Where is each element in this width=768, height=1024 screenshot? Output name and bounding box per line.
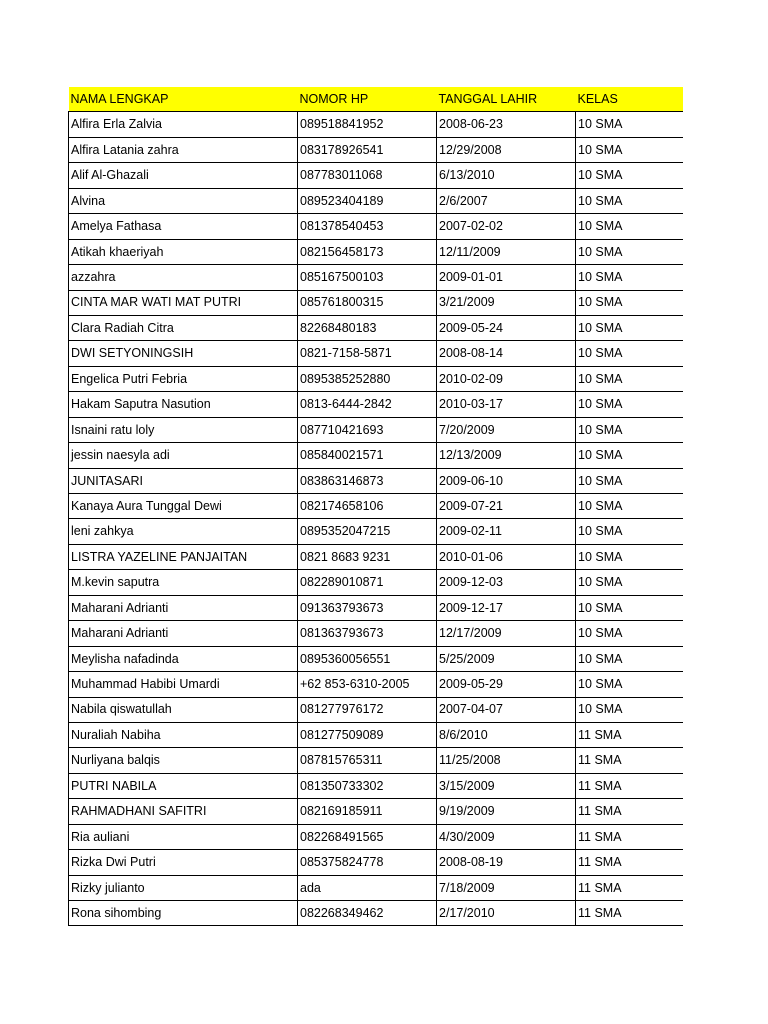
phone-cell: 087815765311 xyxy=(298,748,437,773)
birthdate-cell: 2007-02-02 xyxy=(437,214,576,239)
class-cell: 11 SMA xyxy=(576,799,683,824)
phone-cell: 082268349462 xyxy=(298,901,437,926)
name-cell: M.kevin saputra xyxy=(69,570,298,595)
name-cell: LISTRA YAZELINE PANJAITAN xyxy=(69,544,298,569)
name-cell: Clara Radiah Citra xyxy=(69,315,298,340)
phone-cell: 083178926541 xyxy=(298,137,437,162)
birthdate-cell: 12/11/2009 xyxy=(437,239,576,264)
table-row xyxy=(69,137,683,162)
table-row xyxy=(69,265,683,290)
phone-cell: +62 853-6310-2005 xyxy=(298,672,437,697)
class-cell: 11 SMA xyxy=(576,850,683,875)
phone-cell: 091363793673 xyxy=(298,595,437,620)
class-cell: 10 SMA xyxy=(576,290,683,315)
class-cell: 10 SMA xyxy=(576,646,683,671)
birthdate-cell: 6/13/2010 xyxy=(437,163,576,188)
table-row xyxy=(69,188,683,213)
table-row xyxy=(69,748,683,773)
phone-cell: 085167500103 xyxy=(298,265,437,290)
phone-cell: 081350733302 xyxy=(298,773,437,798)
birthdate-cell: 7/18/2009 xyxy=(437,875,576,900)
name-cell: Muhammad Habibi Umardi xyxy=(69,672,298,697)
class-cell: 10 SMA xyxy=(576,188,683,213)
name-cell: Nurliyana balqis xyxy=(69,748,298,773)
name-cell: leni zahkya xyxy=(69,519,298,544)
header-nama-lengkap: NAMA LENGKAP xyxy=(69,87,298,112)
name-cell: Hakam Saputra Nasution xyxy=(69,392,298,417)
class-cell: 10 SMA xyxy=(576,417,683,442)
table-row xyxy=(69,315,683,340)
table-row xyxy=(69,163,683,188)
class-cell: 10 SMA xyxy=(576,341,683,366)
table-row xyxy=(69,468,683,493)
class-cell: 10 SMA xyxy=(576,494,683,519)
class-cell: 10 SMA xyxy=(576,315,683,340)
name-cell: Rizka Dwi Putri xyxy=(69,850,298,875)
phone-cell: ada xyxy=(298,875,437,900)
class-cell: 10 SMA xyxy=(576,163,683,188)
table-row xyxy=(69,366,683,391)
class-cell: 10 SMA xyxy=(576,239,683,264)
name-cell: DWI SETYONINGSIH xyxy=(69,341,298,366)
phone-cell: 087710421693 xyxy=(298,417,437,442)
name-cell: jessin naesyla adi xyxy=(69,443,298,468)
name-cell: Nabila qiswatullah xyxy=(69,697,298,722)
phone-cell: 081378540453 xyxy=(298,214,437,239)
class-cell: 10 SMA xyxy=(576,468,683,493)
header-row xyxy=(69,87,683,112)
name-cell: Meylisha nafadinda xyxy=(69,646,298,671)
birthdate-cell: 2/6/2007 xyxy=(437,188,576,213)
class-cell: 11 SMA xyxy=(576,875,683,900)
birthdate-cell: 2009-06-10 xyxy=(437,468,576,493)
birthdate-cell: 2010-03-17 xyxy=(437,392,576,417)
table-row xyxy=(69,214,683,239)
header-nomor-hp: NOMOR HP xyxy=(298,87,437,112)
phone-cell: 082289010871 xyxy=(298,570,437,595)
class-cell: 10 SMA xyxy=(576,544,683,569)
class-cell: 10 SMA xyxy=(576,265,683,290)
name-cell: Alfira Latania zahra xyxy=(69,137,298,162)
name-cell: Alfira Erla Zalvia xyxy=(69,112,298,137)
table-row xyxy=(69,672,683,697)
class-cell: 11 SMA xyxy=(576,773,683,798)
birthdate-cell: 8/6/2010 xyxy=(437,722,576,747)
class-cell: 11 SMA xyxy=(576,901,683,926)
table-row xyxy=(69,773,683,798)
table-row xyxy=(69,112,683,137)
class-cell: 10 SMA xyxy=(576,570,683,595)
birthdate-cell: 2007-04-07 xyxy=(437,697,576,722)
birthdate-cell: 2008-08-14 xyxy=(437,341,576,366)
class-cell: 10 SMA xyxy=(576,392,683,417)
phone-cell: 082268491565 xyxy=(298,824,437,849)
birthdate-cell: 2009-05-24 xyxy=(437,315,576,340)
name-cell: azzahra xyxy=(69,265,298,290)
phone-cell: 089523404189 xyxy=(298,188,437,213)
table-row xyxy=(69,799,683,824)
class-cell: 10 SMA xyxy=(576,214,683,239)
class-cell: 10 SMA xyxy=(576,621,683,646)
table-row xyxy=(69,901,683,926)
table-row xyxy=(69,570,683,595)
phone-cell: 0821-7158-5871 xyxy=(298,341,437,366)
birthdate-cell: 12/29/2008 xyxy=(437,137,576,162)
table-row xyxy=(69,875,683,900)
table-row xyxy=(69,519,683,544)
table-row xyxy=(69,595,683,620)
birthdate-cell: 2010-01-06 xyxy=(437,544,576,569)
class-cell: 10 SMA xyxy=(576,697,683,722)
table-row xyxy=(69,824,683,849)
birthdate-cell: 2009-07-21 xyxy=(437,494,576,519)
name-cell: Alvina xyxy=(69,188,298,213)
name-cell: Isnaini ratu loly xyxy=(69,417,298,442)
header-kelas: KELAS xyxy=(576,87,683,112)
table-row xyxy=(69,544,683,569)
class-cell: 10 SMA xyxy=(576,366,683,391)
table-row xyxy=(69,494,683,519)
phone-cell: 081277976172 xyxy=(298,697,437,722)
name-cell: Maharani Adrianti xyxy=(69,595,298,620)
birthdate-cell: 2/17/2010 xyxy=(437,901,576,926)
name-cell: Rizky julianto xyxy=(69,875,298,900)
class-cell: 11 SMA xyxy=(576,748,683,773)
birthdate-cell: 2009-05-29 xyxy=(437,672,576,697)
class-cell: 10 SMA xyxy=(576,112,683,137)
birthdate-cell: 2008-08-19 xyxy=(437,850,576,875)
phone-cell: 082174658106 xyxy=(298,494,437,519)
birthdate-cell: 2009-12-17 xyxy=(437,595,576,620)
phone-cell: 082156458173 xyxy=(298,239,437,264)
name-cell: Maharani Adrianti xyxy=(69,621,298,646)
phone-cell: 085840021571 xyxy=(298,443,437,468)
phone-cell: 089518841952 xyxy=(298,112,437,137)
phone-cell: 083863146873 xyxy=(298,468,437,493)
class-cell: 10 SMA xyxy=(576,595,683,620)
name-cell: Kanaya Aura Tunggal Dewi xyxy=(69,494,298,519)
phone-cell: 0821 8683 9231 xyxy=(298,544,437,569)
name-cell: Amelya Fathasa xyxy=(69,214,298,239)
table-row xyxy=(69,850,683,875)
name-cell: PUTRI NABILA xyxy=(69,773,298,798)
table-row xyxy=(69,341,683,366)
birthdate-cell: 12/13/2009 xyxy=(437,443,576,468)
table-row xyxy=(69,290,683,315)
birthdate-cell: 5/25/2009 xyxy=(437,646,576,671)
phone-cell: 0813-6444-2842 xyxy=(298,392,437,417)
name-cell: Rona sihombing xyxy=(69,901,298,926)
phone-cell: 081277509089 xyxy=(298,722,437,747)
name-cell: RAHMADHANI SAFITRI xyxy=(69,799,298,824)
table-row xyxy=(69,417,683,442)
phone-cell: 085761800315 xyxy=(298,290,437,315)
table-row xyxy=(69,722,683,747)
birthdate-cell: 4/30/2009 xyxy=(437,824,576,849)
phone-cell: 0895360056551 xyxy=(298,646,437,671)
name-cell: Nuraliah Nabiha xyxy=(69,722,298,747)
birthdate-cell: 2009-02-11 xyxy=(437,519,576,544)
class-cell: 11 SMA xyxy=(576,824,683,849)
name-cell: CINTA MAR WATI MAT PUTRI xyxy=(69,290,298,315)
phone-cell: 085375824778 xyxy=(298,850,437,875)
class-cell: 10 SMA xyxy=(576,672,683,697)
phone-cell: 081363793673 xyxy=(298,621,437,646)
phone-cell: 0895385252880 xyxy=(298,366,437,391)
table-row xyxy=(69,697,683,722)
name-cell: JUNITASARI xyxy=(69,468,298,493)
birthdate-cell: 2010-02-09 xyxy=(437,366,576,391)
birthdate-cell: 7/20/2009 xyxy=(437,417,576,442)
student-table xyxy=(68,87,683,926)
phone-cell: 0895352047215 xyxy=(298,519,437,544)
name-cell: Alif Al-Ghazali xyxy=(69,163,298,188)
table-row xyxy=(69,392,683,417)
header-tanggal-lahir: TANGGAL LAHIR xyxy=(437,87,576,112)
phone-cell: 087783011068 xyxy=(298,163,437,188)
name-cell: Atikah khaeriyah xyxy=(69,239,298,264)
table-row xyxy=(69,646,683,671)
class-cell: 10 SMA xyxy=(576,137,683,162)
birthdate-cell: 9/19/2009 xyxy=(437,799,576,824)
birthdate-cell: 3/15/2009 xyxy=(437,773,576,798)
birthdate-cell: 12/17/2009 xyxy=(437,621,576,646)
name-cell: Ria auliani xyxy=(69,824,298,849)
name-cell: Engelica Putri Febria xyxy=(69,366,298,391)
birthdate-cell: 2009-12-03 xyxy=(437,570,576,595)
class-cell: 10 SMA xyxy=(576,519,683,544)
table-row xyxy=(69,239,683,264)
birthdate-cell: 2008-06-23 xyxy=(437,112,576,137)
phone-cell: 82268480183 xyxy=(298,315,437,340)
table-row xyxy=(69,443,683,468)
phone-cell: 082169185911 xyxy=(298,799,437,824)
table-row xyxy=(69,621,683,646)
birthdate-cell: 11/25/2008 xyxy=(437,748,576,773)
birthdate-cell: 3/21/2009 xyxy=(437,290,576,315)
class-cell: 10 SMA xyxy=(576,443,683,468)
birthdate-cell: 2009-01-01 xyxy=(437,265,576,290)
class-cell: 11 SMA xyxy=(576,722,683,747)
